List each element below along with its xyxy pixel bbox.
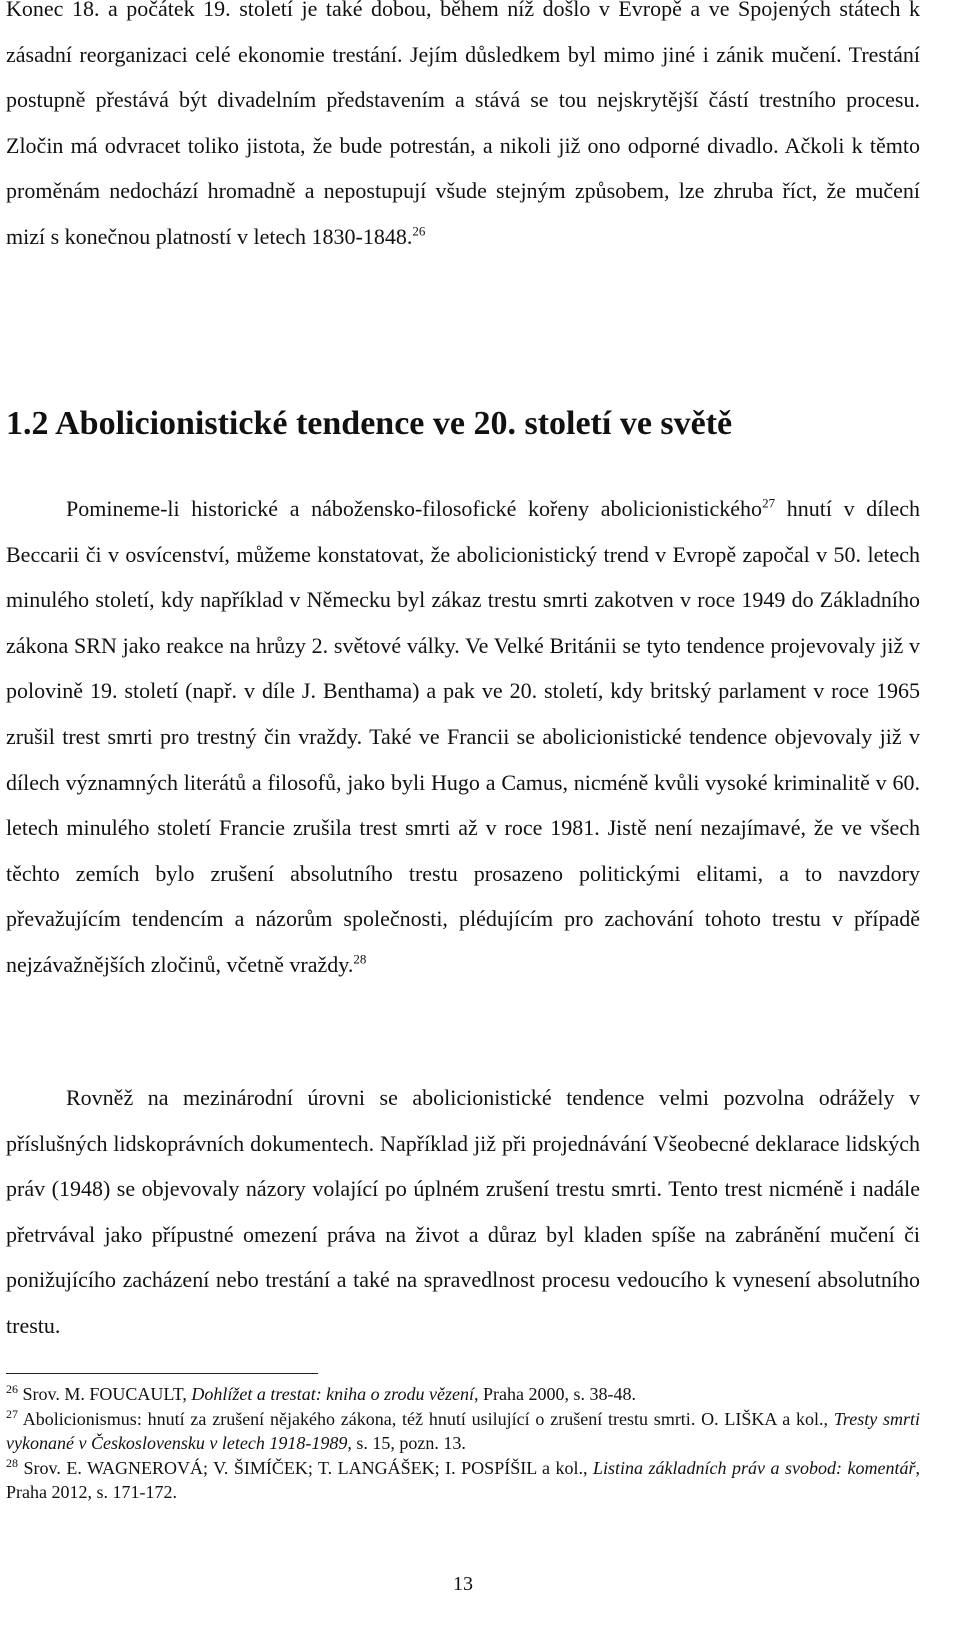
footnote-text-end: , s. 15, pozn. 13.: [347, 1433, 466, 1453]
body-paragraph-2: [6, 486, 920, 988]
footnote-ref-28[interactable]: 28: [353, 951, 367, 967]
footnote-number: 26: [6, 1382, 18, 1396]
footnote-26: [6, 1382, 920, 1407]
paragraph-1-text: Konec 18. a počátek 19. století je také dobou, během níž došlo v Evropě a ve Spojených státech k zásadní reorganizaci celé ekonomie trestání. Jejím důsledkem byl mimo jiné i zánik mučení. Trestání postupně přestává být divadelním představením a stává se tou nejskrytější částí trestního procesu. Zločin má odvracet toliko jistota, že bude potrestán, a nikoli již ono odporné divadlo. Ačkoli k těmto proměnám nedochází hromadně a nepostupují všude stejným způsobem, lze zhruba říct, že mučení mizí s konečnou platností v letech 1830-1848.: [6, 0, 920, 249]
page-number: 13: [453, 1573, 473, 1595]
footnote-text: Srov. E. WAGNEROVÁ; V. ŠIMÍČEK; T. LANGÁŠEK; I. POSPÍŠIL a kol.,: [18, 1457, 594, 1478]
footnote-ref-27[interactable]: 27: [762, 495, 776, 511]
footnote-28: [6, 1456, 920, 1505]
footnote-text-end: , Praha 2012, s. 171-172.: [6, 1457, 920, 1502]
footnote-title: Tresty smrti vykonané v Československu v letech 1918-1989: [6, 1408, 920, 1453]
footnote-27: [6, 1407, 920, 1456]
footnote-text: Abolicionismus: hnutí za zrušení nějakého zákona, též hnutí usilující o zrušení trestu smrti. O. LIŠKA a kol.,: [18, 1408, 834, 1429]
footnote-number: 27: [6, 1406, 18, 1421]
footnote-title: Listina základních práv a svobod: komentář: [593, 1457, 916, 1478]
footnote-title: Dohlížet a trestat: kniha o zrodu vězení: [191, 1384, 474, 1404]
paragraph-2-text-start: Pomineme-li historické a nábožensko-filosofické kořeny abolicionistického: [66, 496, 763, 521]
paragraph-2-text-rest: hnutí v dílech Beccarii či v osvícenství, můžeme konstatovat, že abolicionistický trend v Evropě započal v 50. letech minulého století, kdy například v Německu byl zákaz trestu smrti zakotven v roce 1949 do Základního zákona SRN jako reakce na hrůzy 2. světové války. Ve Velké Británii se tyto tendence projevovaly již v polovině 19. století (např. v díle J. Benthama) a pak ve 20. století, kdy britský parlament v roce 1965 zrušil trest smrti pro trestný čin vraždy. Také ve Francii se abolicionistické tendence objevovaly již v dílech významných literátů a filosofů, jako byli Hugo a Camus, nicméně kvůli vysoké kriminalitě v 60. letech minulého století Francie zrušila trest smrti až v roce 1981. Jistě není nezajímavé, že ve všech těchto zemích bylo zrušení absolutního trestu prosazeno politickými elitami, a to navzdory převažujícím tendencím a názorům společnosti, plédujícím pro zachování tohoto trestu v případě nejzávažnějších zločinů, včetně vraždy.: [6, 496, 920, 977]
footnotes: [6, 1382, 920, 1505]
footnote-text-end: , Praha 2000, s. 38-48.: [474, 1384, 636, 1404]
paragraph-3-text: Rovněž na mezinárodní úrovni se abolicionistické tendence velmi pozvolna odrážely v příslušných lidskoprávních dokumentech. Například již při projednávání Všeobecné deklarace lidských práv (1948) se objevovaly názory volající po úplném zrušení trestu smrti. Tento trest nicméně i nadále přetrvával jako přípustné omezení práva na život a důraz byl kladen spíše na zabránění mučení či ponižujícího zacházení nebo trestání a také na spravedlnost procesu vedoucího k vynesení absolutního trestu.: [6, 1085, 920, 1338]
body-paragraph-1: [6, 0, 920, 260]
body-paragraph-3: [6, 1075, 920, 1349]
document-page: [6, 0, 920, 1641]
footnote-number: 28: [6, 1455, 18, 1470]
footnote-separator: [6, 1373, 318, 1374]
footnote-ref-26[interactable]: 26: [412, 223, 426, 239]
section-heading: 1.2 Abolicionistické tendence ve 20. století ve světě: [6, 405, 733, 442]
footnote-text: Srov. M. FOUCAULT,: [18, 1384, 192, 1404]
